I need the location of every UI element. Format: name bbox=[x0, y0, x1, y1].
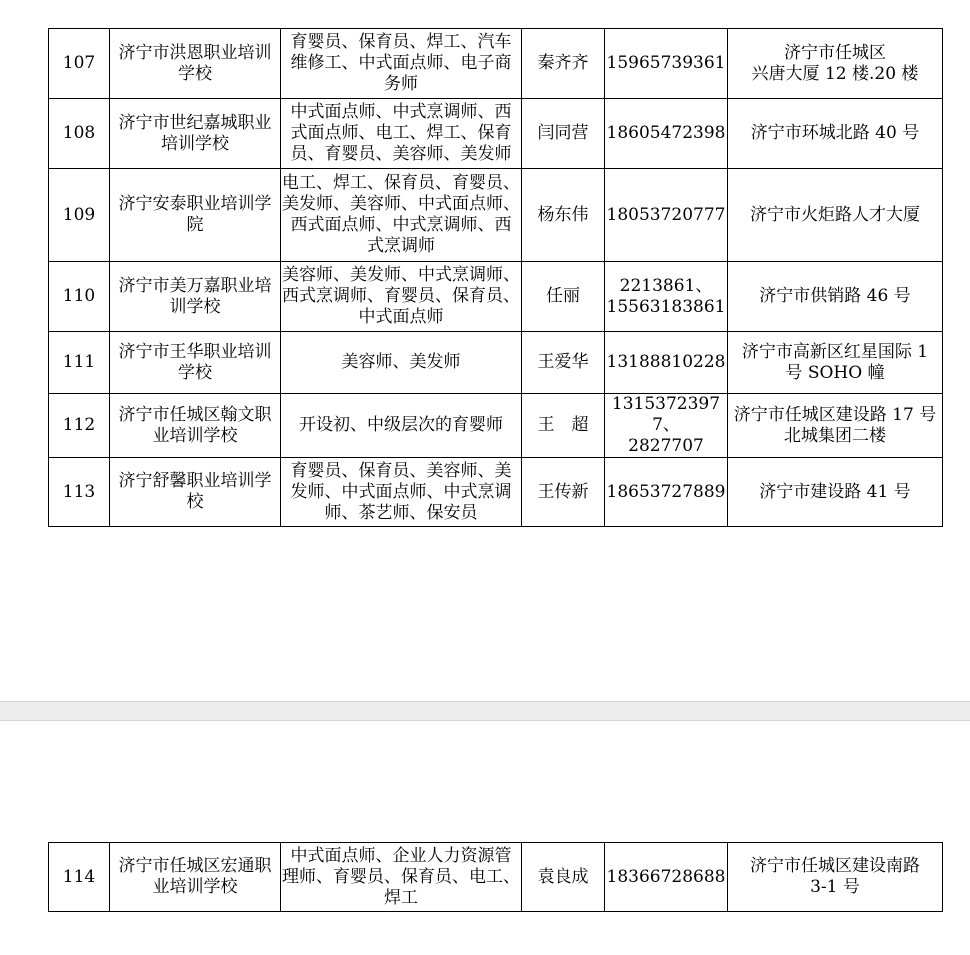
address: 济宁市供销路 46 号 bbox=[728, 262, 943, 332]
row-number: 113 bbox=[49, 458, 110, 527]
phone-number: 13188810228 bbox=[605, 332, 728, 394]
school-name: 济宁市世纪嘉城职业 培训学校 bbox=[110, 99, 281, 169]
phone-number: 18653727889 bbox=[605, 458, 728, 527]
table-row bbox=[49, 99, 943, 169]
table-row bbox=[49, 332, 943, 394]
address: 济宁市任城区 兴唐大厦 12 楼.20 楼 bbox=[728, 29, 943, 99]
address: 济宁市任城区建设路 17 号 北城集团二楼 bbox=[728, 394, 943, 458]
school-name: 济宁市任城区宏通职 业培训学校 bbox=[110, 843, 281, 912]
contact-person: 闫同营 bbox=[522, 99, 605, 169]
document-page-2 bbox=[0, 721, 970, 955]
page-gap bbox=[0, 701, 970, 721]
contact-person: 王传新 bbox=[522, 458, 605, 527]
table-row bbox=[49, 169, 943, 262]
address: 济宁市任城区建设南路 3-1 号 bbox=[728, 843, 943, 912]
school-table-page-1 bbox=[48, 28, 943, 527]
table-row bbox=[49, 262, 943, 332]
training-programs: 电工、焊工、保育员、育婴员、 美发师、美容师、中式面点师、 西式面点师、中式烹调师、西 式烹调师 bbox=[281, 169, 522, 262]
table-row bbox=[49, 843, 943, 912]
address: 济宁市高新区红星国际 1 号 SOHO 幢 bbox=[728, 332, 943, 394]
row-number: 109 bbox=[49, 169, 110, 262]
contact-person: 任丽 bbox=[522, 262, 605, 332]
row-number: 111 bbox=[49, 332, 110, 394]
address: 济宁市火炬路人才大厦 bbox=[728, 169, 943, 262]
phone-number: 18053720777 bbox=[605, 169, 728, 262]
school-table-page-2 bbox=[48, 842, 943, 912]
phone-number: 2213861、 15563183861 bbox=[605, 262, 728, 332]
phone-number: 18605472398 bbox=[605, 99, 728, 169]
contact-person: 王 超 bbox=[522, 394, 605, 458]
contact-person: 秦齐齐 bbox=[522, 29, 605, 99]
school-name: 济宁市洪恩职业培训 学校 bbox=[110, 29, 281, 99]
training-programs: 育婴员、保育员、焊工、汽车 维修工、中式面点师、电子商 务师 bbox=[281, 29, 522, 99]
training-programs: 美容师、美发师、中式烹调师、 西式烹调师、育婴员、保育员、 中式面点师 bbox=[281, 262, 522, 332]
row-number: 107 bbox=[49, 29, 110, 99]
school-name: 济宁安泰职业培训学 院 bbox=[110, 169, 281, 262]
row-number: 114 bbox=[49, 843, 110, 912]
table-row bbox=[49, 458, 943, 527]
row-number: 112 bbox=[49, 394, 110, 458]
training-programs: 开设初、中级层次的育婴师 bbox=[281, 394, 522, 458]
contact-person: 杨东伟 bbox=[522, 169, 605, 262]
contact-person: 王爱华 bbox=[522, 332, 605, 394]
row-number: 110 bbox=[49, 262, 110, 332]
training-programs: 美容师、美发师 bbox=[281, 332, 522, 394]
row-number: 108 bbox=[49, 99, 110, 169]
school-name: 济宁市王华职业培训 学校 bbox=[110, 332, 281, 394]
training-programs: 育婴员、保育员、美容师、美 发师、中式面点师、中式烹调 师、茶艺师、保安员 bbox=[281, 458, 522, 527]
phone-number: 18366728688 bbox=[605, 843, 728, 912]
contact-person: 袁良成 bbox=[522, 843, 605, 912]
training-programs: 中式面点师、中式烹调师、西 式面点师、电工、焊工、保育 员、育婴员、美容师、美发师 bbox=[281, 99, 522, 169]
table-row bbox=[49, 29, 943, 99]
table-row bbox=[49, 394, 943, 458]
school-name: 济宁市任城区翰文职 业培训学校 bbox=[110, 394, 281, 458]
phone-number: 13153723977、 2827707 bbox=[605, 394, 728, 458]
address: 济宁市建设路 41 号 bbox=[728, 458, 943, 527]
training-programs: 中式面点师、企业人力资源管 理师、育婴员、保育员、电工、 焊工 bbox=[281, 843, 522, 912]
school-name: 济宁舒馨职业培训学 校 bbox=[110, 458, 281, 527]
phone-number: 15965739361 bbox=[605, 29, 728, 99]
school-name: 济宁市美万嘉职业培 训学校 bbox=[110, 262, 281, 332]
address: 济宁市环城北路 40 号 bbox=[728, 99, 943, 169]
